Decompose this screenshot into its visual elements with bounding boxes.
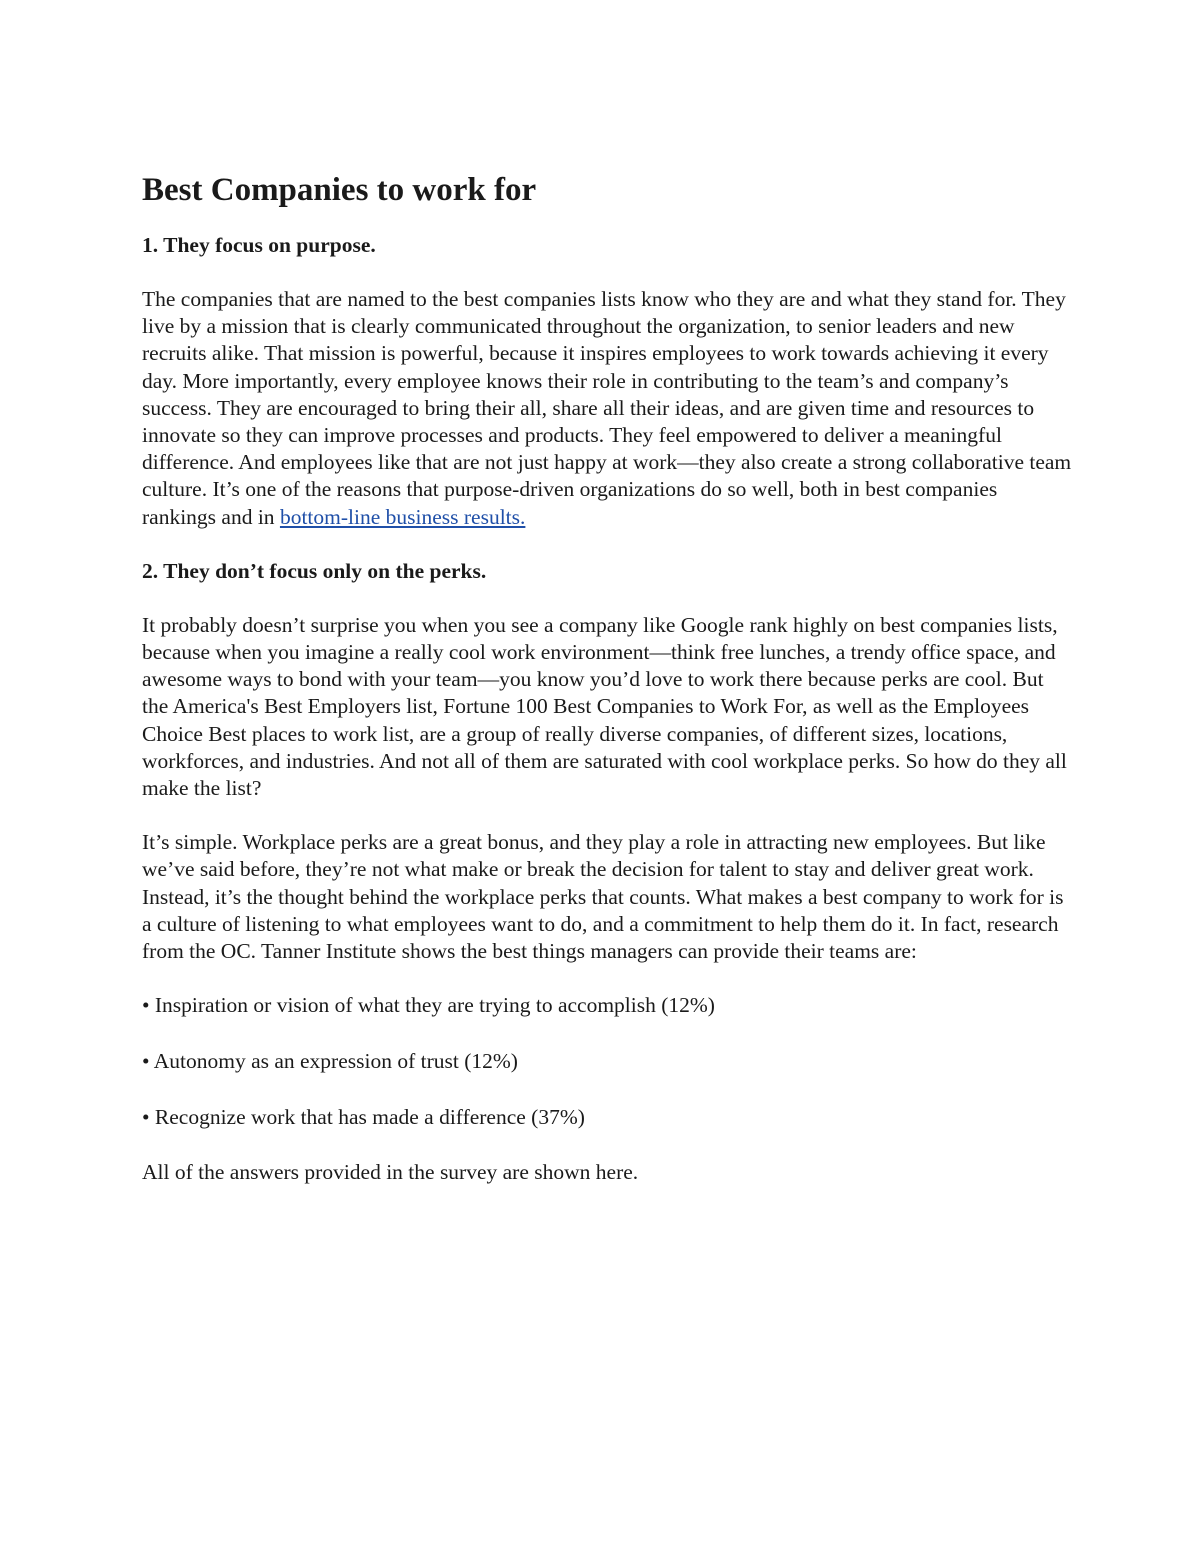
document-page xyxy=(142,168,1072,1214)
section-1-paragraph-text: The companies that are named to the best companies lists know who they are and what they stand for. They live by a mission that is clearly communicated throughout the organization, to senior leaders and new recruits alike. That mission is powerful, because it inspires employees to work towards achieving it every day. More importantly, every employee knows their role in contributing to the team’s and company’s success. They are encouraged to bring their all, share all their ideas, and are given time and resources to innovate so they can improve processes and products. They feel empowered to deliver a meaningful difference. And employees like that are not just happy at work—they also create a strong collaborative team culture. It’s one of the reasons that purpose-driven organizations do so well, both in best companies rankings and in xyxy=(142,287,1072,529)
document-title: Best Companies to work for xyxy=(142,172,537,208)
section-1-heading: 1. They focus on purpose. xyxy=(142,233,376,257)
section-2-heading: 2. They don’t focus only on the perks. xyxy=(142,558,487,583)
bullet-item: • Autonomy as an expression of trust (12%) xyxy=(142,1048,518,1073)
section-2-paragraph-2: It’s simple. Workplace perks are a great bonus, and they play a role in attracting new employees. But like we’ve said before, they’re not what make or break the decision for talent to stay and deliver great work. Instead, it’s the thought behind the workplace perks that counts. What makes a best company to work for is a culture of listening to what employees want to do, and a commitment to help them do it. In fact, research from the OC. Tanner Institute shows the best things managers can provide their teams are: xyxy=(142,830,1064,964)
section-1-paragraph xyxy=(142,286,1072,531)
bottom-line-results-link[interactable]: bottom-line business results. xyxy=(279,504,526,529)
closing-paragraph: All of the answers provided in the survey are shown here. xyxy=(142,1160,639,1185)
bullet-item: • Inspiration or vision of what they are trying to accomplish (12%) xyxy=(142,993,715,1018)
bullet-item: • Recognize work that has made a difference (37%) xyxy=(142,1104,585,1129)
section-2-paragraph-1: It probably doesn’t surprise you when you see a company like Google rank highly on best companies lists, because when you imagine a really cool work environment—think free lunches, a trendy office space, and awesome ways to bond with your team—you know you’d love to work there because perks are cool. But the America's Best Employers list, Fortune 100 Best Companies to Work For, as well as the Employees Choice Best places to work list, are a group of really diverse companies, of different sizes, locations, workforces, and industries. And not all of them are saturated with cool workplace perks. So how do they all make the list? xyxy=(142,612,1067,801)
